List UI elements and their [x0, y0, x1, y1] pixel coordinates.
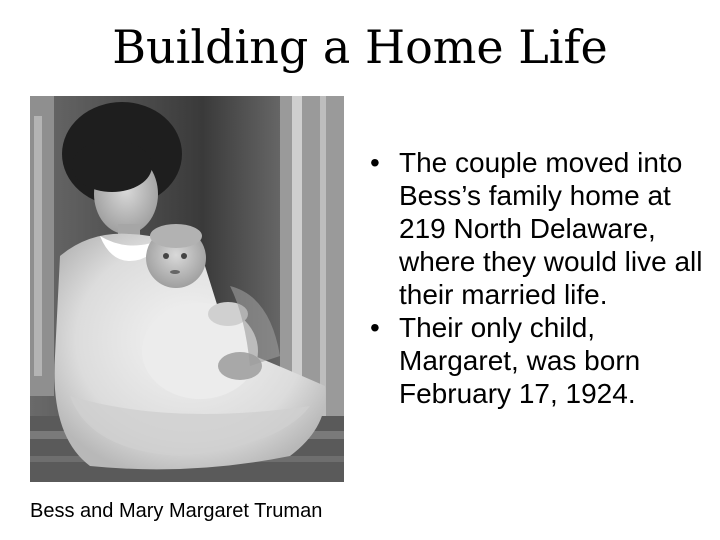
photo: [30, 96, 344, 482]
slide-title: Building a Home Life: [112, 20, 608, 74]
bullet-text: The couple moved into Bess’s family home at 219 North Delaware, where they would live all their married life.: [399, 147, 703, 310]
photo-image: [30, 96, 344, 482]
photo-caption: Bess and Mary Margaret Truman: [30, 500, 323, 522]
bullet-point-icon: •: [370, 147, 380, 178]
bullet-text: Their only child, Margaret, was born February 17, 1924.: [399, 312, 641, 409]
bullet-item: [370, 311, 715, 410]
bullet-point-icon: •: [370, 312, 380, 343]
bullet-list: [370, 146, 715, 410]
bullet-item: [370, 146, 715, 311]
